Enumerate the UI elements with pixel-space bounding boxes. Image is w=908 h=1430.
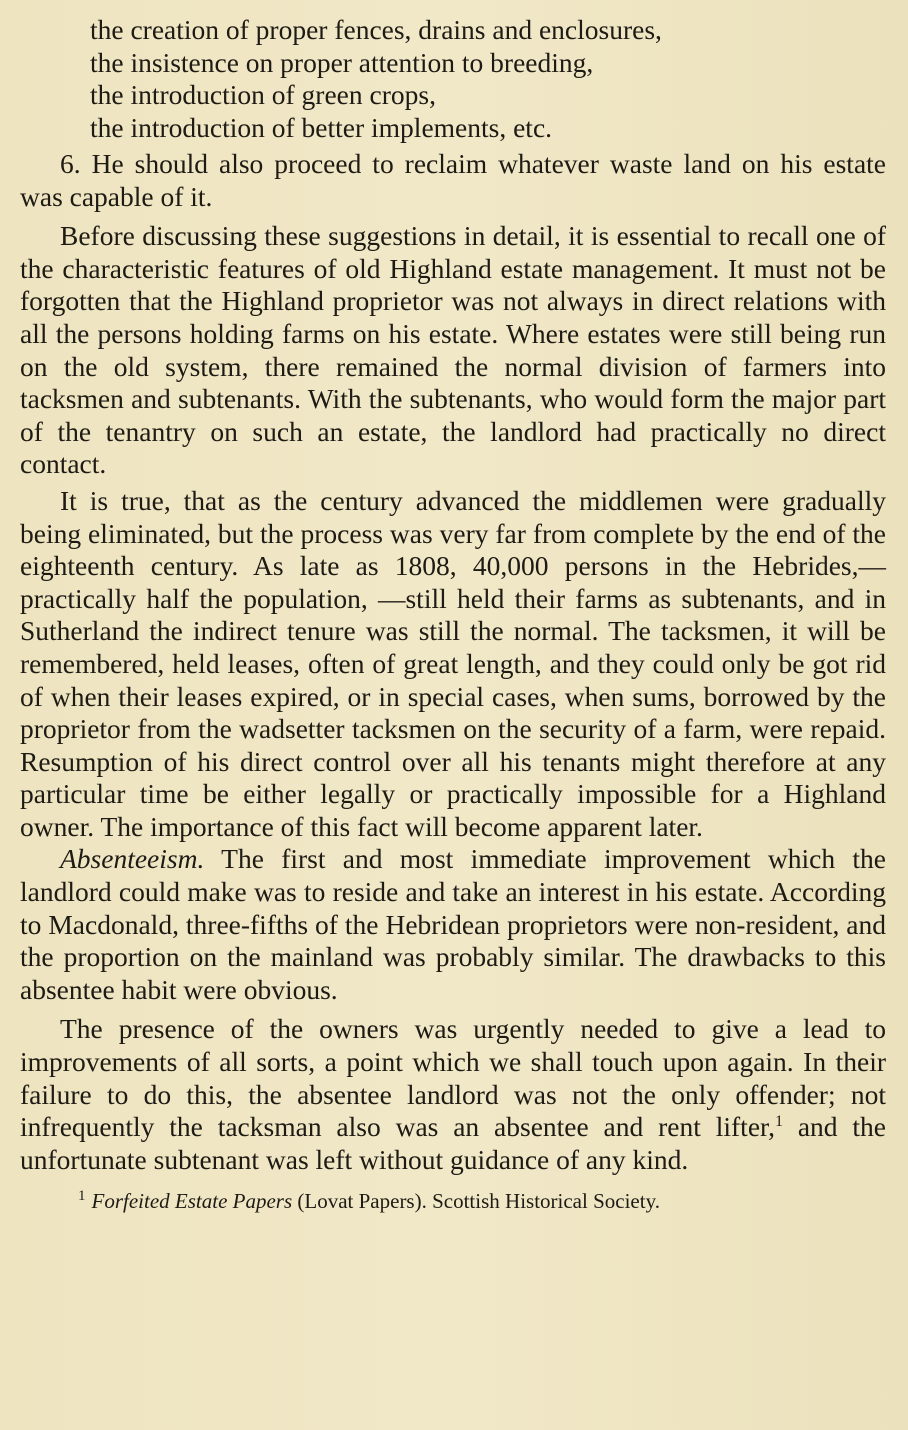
section-heading-absenteeism: Absenteeism. <box>60 843 205 875</box>
paragraph-owner-presence-text-end: and the unfortunate subtenant was left without guidance of any kind. <box>20 1111 886 1175</box>
footnote-reference: 1 <box>774 1113 783 1131</box>
footnote <box>20 1188 886 1214</box>
list-item: the introduction of better implements, etc. <box>90 111 553 143</box>
paragraph-owner-presence <box>20 1013 886 1176</box>
list-item: the introduction of green crops, <box>90 79 436 110</box>
footnote-title: Forfeited Estate Papers <box>91 1189 293 1214</box>
list-item: the insistence on proper attention to breeding, <box>90 46 594 78</box>
paragraph-estate-management: Before discussing these suggestions in detail, it is essential to recall one of the characteristic features of old Highland estate management. It must not be forgotten that the Highland proprietor was not always in direct relations with all the persons holding farms on his estate. Where estates were still being run on the old system, there remained the normal division of farmers into tacksmen and subtenants. With the subtenants, who would form the major part of the tenantry on such an estate, the landlord had practically no direct contact. <box>20 220 886 480</box>
paragraph-reclaim-waste-land: 6. He should also proceed to reclaim whatever waste land on his estate was capable of it. <box>20 148 886 212</box>
list-item: the creation of proper fences, drains and enclosures, <box>90 14 662 45</box>
paragraph-middlemen: It is true, that as the century advanced the middlemen were gradually being eliminated, but the process was very far from complete by the end of the eighteenth century. As late as 1808, 40,000 persons in the Hebrides,—practically half the population, —still held their farms as subtenants, and in Sutherland the indirect tenure was still the normal. The tacksmen, it will be remembered, held leases, often of great length, and they could only be got rid of when their leases expired, or in special cases, when sums, borrowed by the proprietor from the wadsetter tacksmen on the security of a farm, were repaid. Resumption of his direct control over all his tenants might therefore at any particular time be either legally or practically impossible for a Highland owner. The importance of this fact will become apparent later. <box>20 484 886 842</box>
footnote-marker: 1 <box>78 1188 86 1205</box>
paragraph-absenteeism-text: The first and most immediate improvement which the landlord could make was to reside and take an interest in his estate. According to Macdonald, three-fifths of the Hebridean proprietors were non-resident, and the proportion on the mainland was probably similar. The drawbacks to this absentee habit were obvious. <box>20 843 886 1005</box>
improvement-list <box>20 14 886 144</box>
paragraph-owner-presence-text: The presence of the owners was urgently needed to give a lead to improvements of all sorts, a point which we shall touch upon again. In their failure to do this, the absentee landlord was not the only offender; not infrequently the tacksman also was an absentee and rent lifter, <box>20 1013 886 1143</box>
paragraph-absenteeism <box>20 843 886 1006</box>
footnote-source: (Lovat Papers). Scottish Historical Society. <box>292 1189 660 1214</box>
